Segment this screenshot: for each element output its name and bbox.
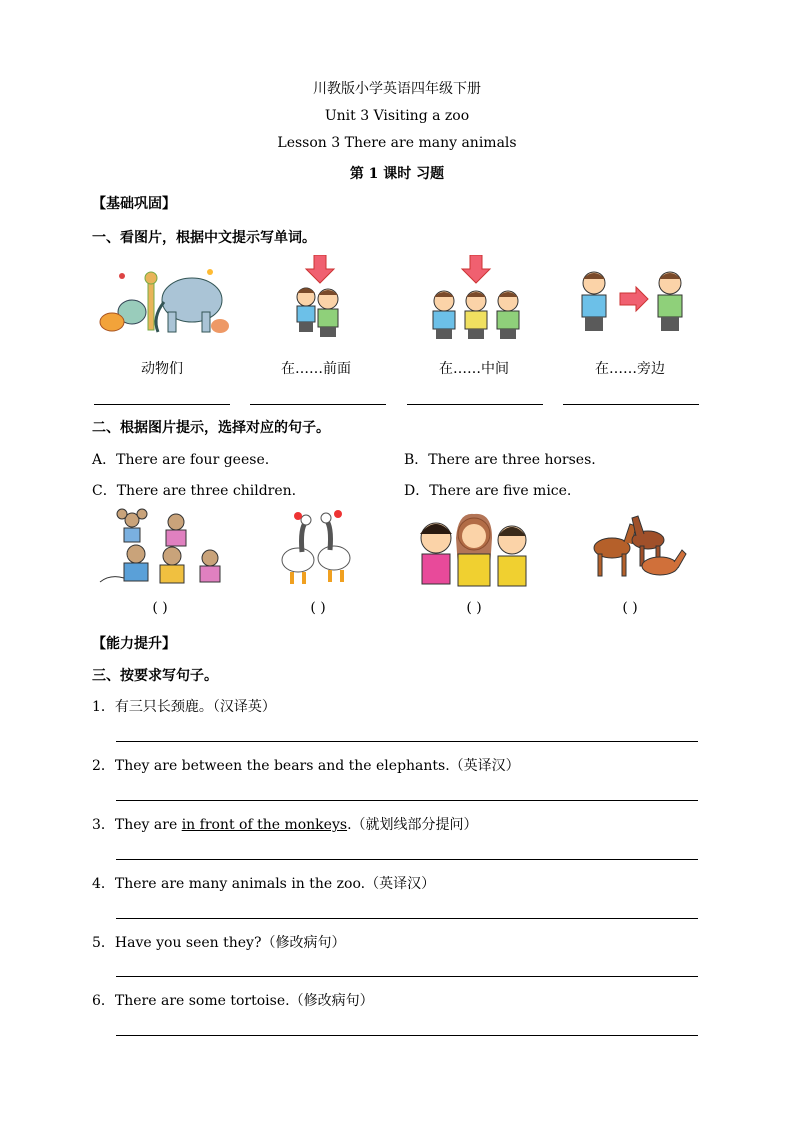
answer-line-q2[interactable] (116, 800, 698, 801)
question-4: 4．There are many animals in the zoo.（英译汉） (92, 876, 436, 892)
between-picture (428, 255, 524, 339)
option-b: B．There are three horses. (404, 452, 596, 468)
answer-bracket-1[interactable]: ( ) (152, 600, 168, 616)
question-3-prefix: 3．They are (92, 817, 182, 833)
question-2: 2．They are between the bears and the elephants.（英译汉） (92, 758, 520, 774)
answer-line-q1[interactable] (116, 741, 698, 742)
option-d: D．There are five mice. (404, 483, 572, 499)
caption-between: 在……中间 (439, 361, 509, 377)
children-picture (414, 508, 534, 588)
part3-title: 三、按要求写句子。 (92, 668, 218, 684)
question-1: 1．有三只长颈鹿。（汉译英） (92, 699, 276, 715)
section-basic: 【基础巩固】 (92, 196, 176, 212)
answer-bracket-2[interactable]: ( ) (310, 600, 326, 616)
answer-line-q5[interactable] (116, 976, 698, 977)
header-line-3: Lesson 3 There are many animals (277, 135, 517, 151)
section-advanced: 【能力提升】 (92, 636, 176, 652)
answer-line-3[interactable] (407, 404, 543, 405)
answer-bracket-4[interactable]: ( ) (622, 600, 638, 616)
answer-line-2[interactable] (250, 404, 386, 405)
geese-picture (276, 508, 360, 588)
caption-next-to: 在……旁边 (595, 361, 665, 377)
next-to-picture (574, 265, 694, 337)
animals-picture (92, 262, 232, 340)
question-3-underlined: in front of the monkeys (181, 817, 348, 833)
caption-animals: 动物们 (141, 361, 183, 377)
question-3-suffix: .（就划线部分提问） (347, 817, 478, 833)
answer-bracket-3[interactable]: ( ) (466, 600, 482, 616)
answer-line-4[interactable] (563, 404, 699, 405)
option-c: C．There are three children. (92, 483, 297, 499)
header-line-4: 第 1 课时 习题 (349, 166, 445, 182)
mice-picture (96, 508, 228, 588)
header-line-2: Unit 3 Visiting a zoo (324, 108, 470, 124)
part1-title: 一、看图片，根据中文提示写单词。 (92, 230, 316, 246)
part2-title: 二、根据图片提示，选择对应的句子。 (92, 420, 330, 436)
answer-line-q6[interactable] (116, 1035, 698, 1036)
answer-line-q3[interactable] (116, 859, 698, 860)
caption-in-front-of: 在……前面 (281, 361, 351, 377)
in-front-of-picture (290, 255, 350, 337)
answer-line-1[interactable] (94, 404, 230, 405)
question-3 (92, 814, 478, 834)
answer-line-q4[interactable] (116, 918, 698, 919)
option-a: A．There are four geese. (92, 452, 270, 468)
horses-picture (582, 510, 688, 586)
question-6: 6．There are some tortoise.（修改病句） (92, 993, 374, 1009)
header-line-1: 川教版小学英语四年级下册 (313, 81, 481, 97)
question-5: 5．Have you seen they?（修改病句） (92, 935, 346, 951)
